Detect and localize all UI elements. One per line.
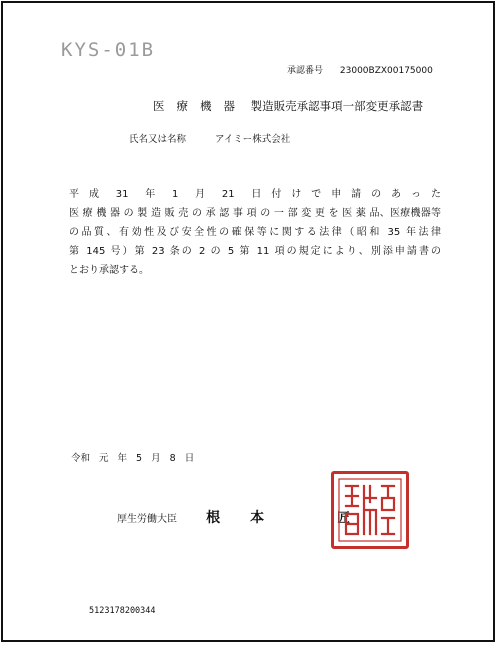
applicant-label: 氏名又は名称 [129,134,187,145]
document-title [153,98,423,114]
minister-signature-row [117,507,351,527]
applicant-name: アイミー株式会社 [215,134,291,145]
approval-number: 23000BZX00175000 [339,66,433,76]
approval-number-label: 承認番号 [287,66,324,76]
approval-number-row [287,63,433,76]
body-line-4: 第 145 号）第 23 条の 2 の 5 第 11 項の規定により、別添申請書の [69,246,441,257]
title-category: 医療機器 [153,99,247,113]
title-main: 製造販売承認事項一部変更承認書 [250,99,424,113]
body-line-1: 平 成 31 年 1 月 21 日 付 け で 申 請 の あ っ た [69,189,441,200]
body-line-5: とおり承認する。 [69,265,149,276]
minister-name: 根本 [206,510,295,526]
applicant-row [129,131,290,145]
document-code: KYS-01B [61,39,156,61]
official-seal-stamp [331,471,409,549]
seal-mark-icon [334,474,406,546]
approval-certificate-page [1,1,495,642]
serial-number: 5123178200344 [89,606,156,616]
body-line-2: 医 療 機 器 の 製 造 販 売 の 承 認 事 項 の 一 部 変 更 を 医 薬 品、医療機器等 [69,208,441,219]
issue-date: 令和 元 年 5 月 8 日 [71,453,195,464]
approval-body-text [69,185,441,280]
minister-name-suffix: 匠 [337,511,351,526]
minister-title: 厚生労働大臣 [117,514,177,525]
body-line-3: の品質、有効性及び安全性の確保等に関する法律（昭和 35 年法律 [69,227,441,238]
